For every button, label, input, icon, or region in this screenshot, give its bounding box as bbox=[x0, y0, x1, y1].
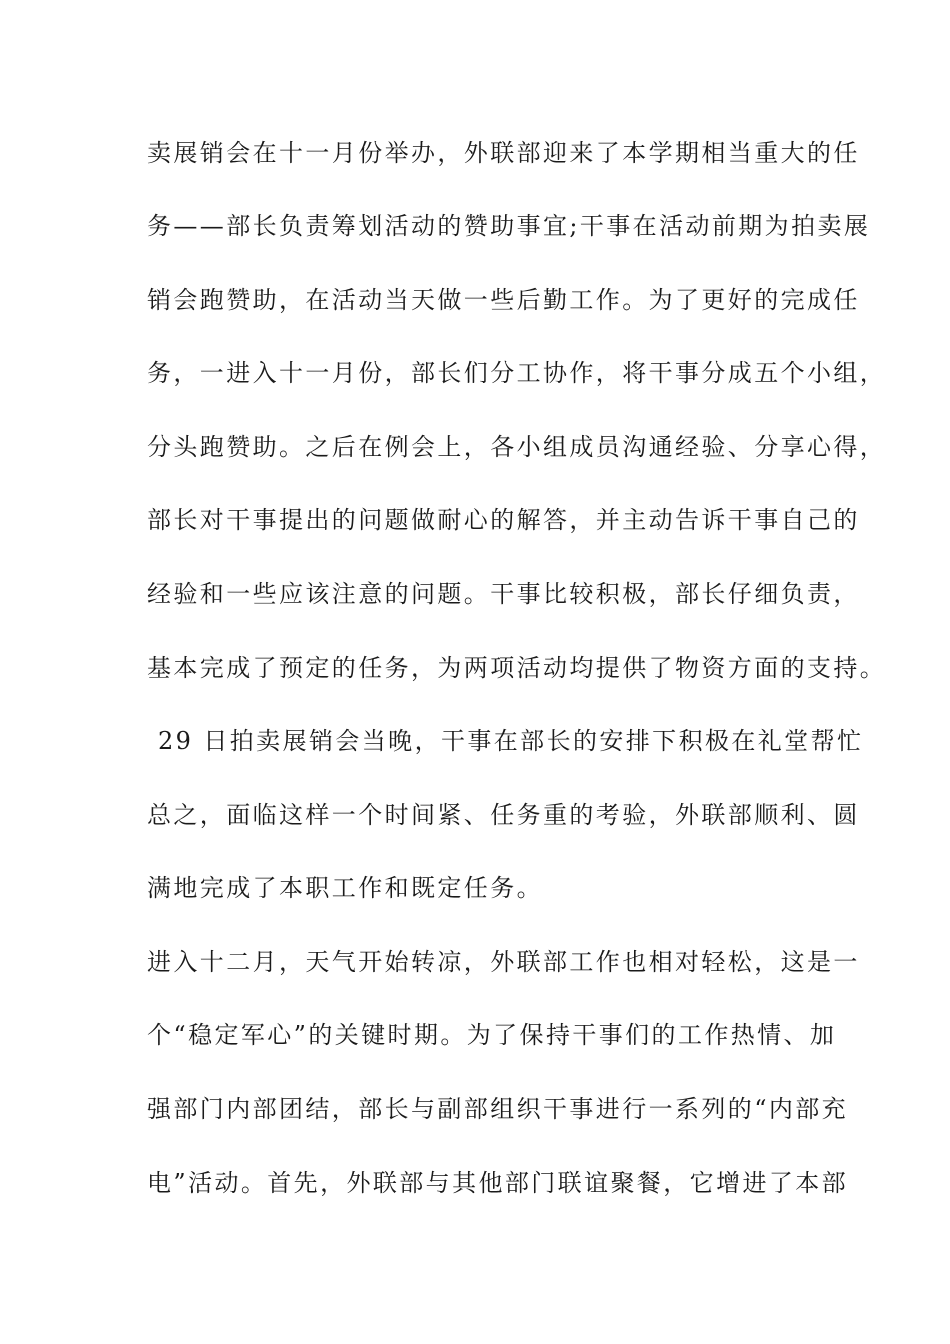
text-line: 卖展销会在十一月份举办，外联部迎来了本学期相当重大的任 bbox=[147, 139, 860, 167]
text-line: 29 日拍卖展销会当晚，干事在部长的安排下积极在礼堂帮忙 bbox=[158, 727, 864, 755]
text-line: 进入十二月，天气开始转凉，外联部工作也相对轻松，这是一 bbox=[147, 948, 860, 976]
text-line: 电”活动。首先，外联部与其他部门联谊聚餐，它增进了本部 bbox=[147, 1169, 849, 1197]
text-line: 销会跑赞助，在活动当天做一些后勤工作。为了更好的完成任 bbox=[147, 286, 860, 314]
text-line: 务——部长负责筹划活动的赞助事宜;干事在活动前期为拍卖展 bbox=[147, 212, 871, 240]
text-line: 基本完成了预定的任务，为两项活动均提供了物资方面的支持。 bbox=[147, 654, 887, 682]
text-line: 强部门内部团结，部长与副部组织干事进行一系列的“内部充 bbox=[147, 1095, 849, 1123]
text-line: 部长对干事提出的问题做耐心的解答，并主动告诉干事自己的 bbox=[147, 506, 860, 534]
text-line: 个“稳定军心”的关键时期。为了保持干事们的工作热情、加 bbox=[147, 1021, 837, 1049]
text-line: 经验和一些应该注意的问题。干事比较积极，部长仔细负责， bbox=[147, 580, 860, 608]
text-line: 满地完成了本职工作和既定任务。 bbox=[147, 874, 543, 902]
text-line: 务，一进入十一月份，部长们分工协作，将干事分成五个小组， bbox=[147, 359, 887, 387]
text-line: 总之，面临这样一个时间紧、任务重的考验，外联部顺利、圆 bbox=[147, 801, 860, 829]
text-line: 分头跑赞助。之后在例会上，各小组成员沟通经验、分享心得， bbox=[147, 433, 887, 461]
